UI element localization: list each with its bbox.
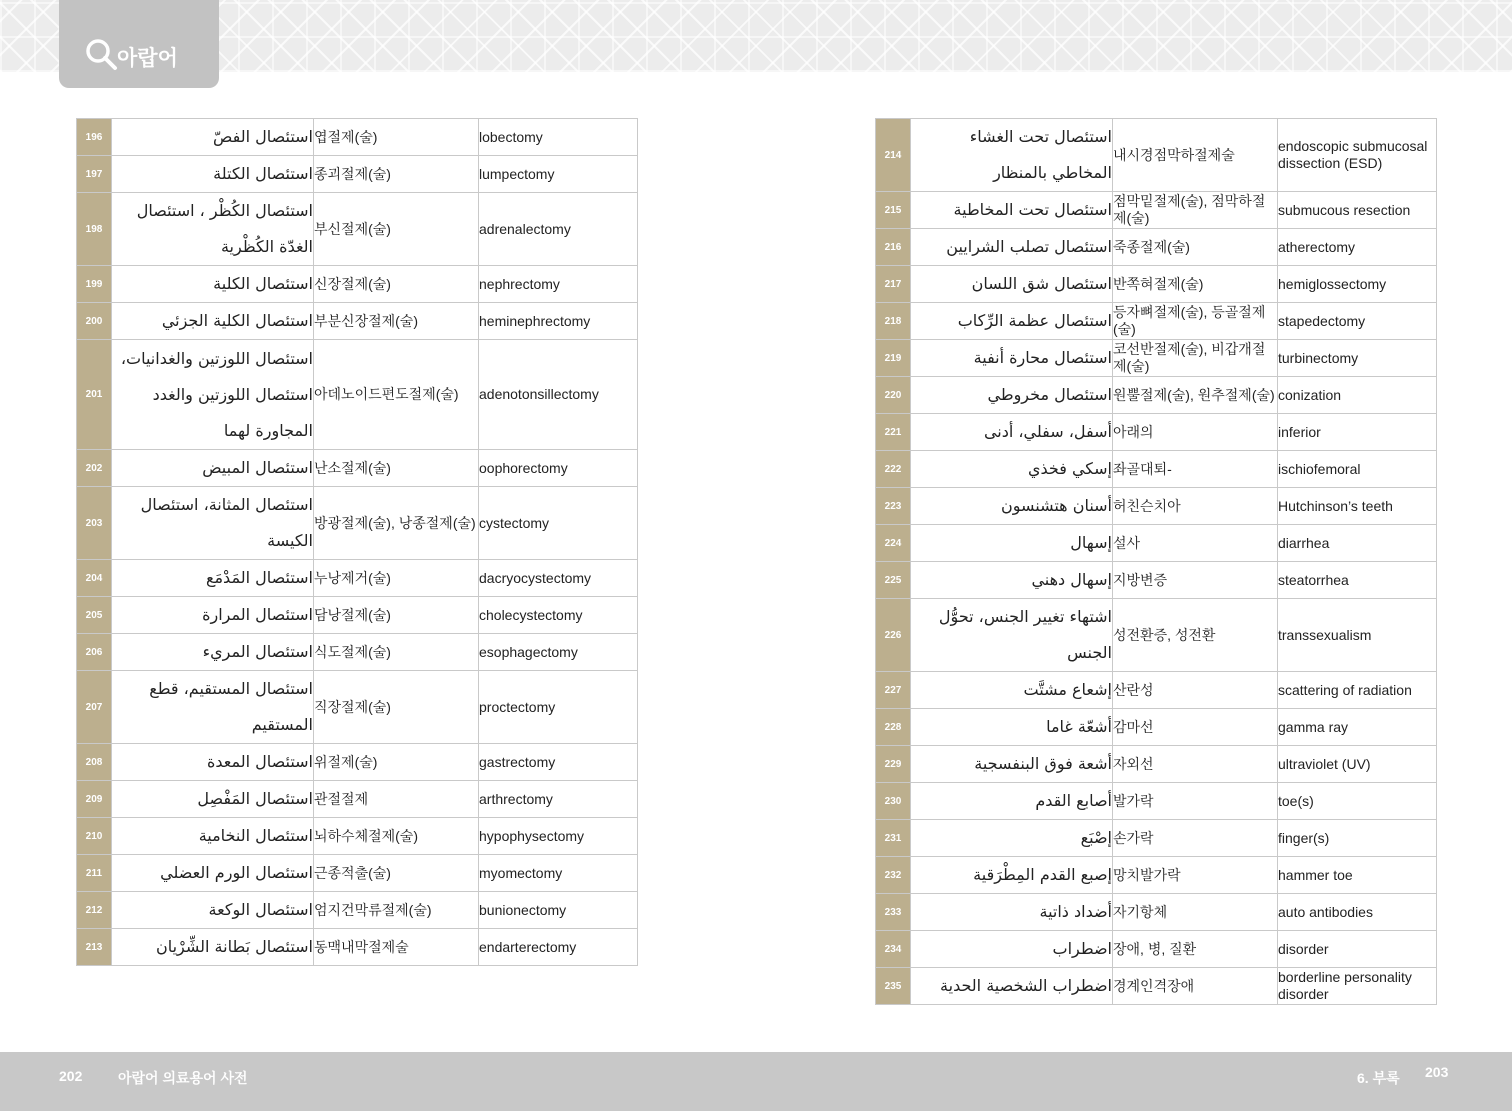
arabic-term: أضداد ذاتية (911, 894, 1113, 931)
entry-number: 204 (77, 560, 112, 597)
entry-number: 212 (77, 892, 112, 929)
left-page-number: 202 (59, 1068, 83, 1084)
english-term: nephrectomy (479, 266, 638, 303)
table-row (77, 193, 638, 266)
table-row (876, 746, 1437, 783)
table-row (77, 892, 638, 929)
entry-number: 210 (77, 818, 112, 855)
korean-term: 성전환증, 성전환 (1113, 599, 1278, 672)
entry-number: 227 (876, 672, 911, 709)
english-term: inferior (1278, 414, 1437, 451)
left-dictionary-table (76, 118, 638, 966)
arabic-term: استئصال اللوزتين والغدانيات، استئصال اللوزتين والغدد المجاورة لهما (112, 340, 314, 450)
english-term: gastrectomy (479, 744, 638, 781)
english-term: bunionectomy (479, 892, 638, 929)
arabic-term: إسكي فخذي (911, 451, 1113, 488)
english-term: auto antibodies (1278, 894, 1437, 931)
english-term: finger(s) (1278, 820, 1437, 857)
table-row (876, 229, 1437, 266)
english-term: transsexualism (1278, 599, 1437, 672)
arabic-term: استئصال محارة أنفية (911, 340, 1113, 377)
english-term: atherectomy (1278, 229, 1437, 266)
arabic-term: اشتهاء تغيير الجنس، تحوُّل الجنس (911, 599, 1113, 672)
arabic-term: أصابع القدم (911, 783, 1113, 820)
table-row (876, 119, 1437, 192)
table-row (77, 634, 638, 671)
table-row (876, 303, 1437, 340)
entry-number: 202 (77, 450, 112, 487)
english-term: oophorectomy (479, 450, 638, 487)
entry-number: 206 (77, 634, 112, 671)
entry-number: 201 (77, 340, 112, 450)
korean-term: 아래의 (1113, 414, 1278, 451)
korean-term: 근종적출(술) (314, 855, 479, 892)
table-row (876, 525, 1437, 562)
entry-number: 209 (77, 781, 112, 818)
korean-term: 등자뼈절제(술), 등골절제(술) (1113, 303, 1278, 340)
arabic-term: استئصال تحت الغشاء المخاطي بالمنظار (911, 119, 1113, 192)
table-row (77, 450, 638, 487)
korean-term: 방광절제(술), 낭종절제(술) (314, 487, 479, 560)
english-term: hammer toe (1278, 857, 1437, 894)
english-term: proctectomy (479, 671, 638, 744)
korean-term: 아데노이드편도절제(술) (314, 340, 479, 450)
korean-term: 점막밑절제(술), 점막하절제(술) (1113, 192, 1278, 229)
english-term: ischiofemoral (1278, 451, 1437, 488)
korean-term: 엽절제(술) (314, 119, 479, 156)
entry-number: 225 (876, 562, 911, 599)
korean-term: 부분신장절제(술) (314, 303, 479, 340)
korean-term: 종괴절제(술) (314, 156, 479, 193)
arabic-term: أسنان هتشنسون (911, 488, 1113, 525)
arabic-term: اضطراب الشخصية الحدية (911, 968, 1113, 1005)
entry-number: 229 (876, 746, 911, 783)
entry-number: 223 (876, 488, 911, 525)
arabic-term: استئصال بَطانة الشِّرْيان (112, 929, 314, 966)
arabic-term: إصبع القدم المِطْرَقية (911, 857, 1113, 894)
entry-number: 196 (77, 119, 112, 156)
arabic-term: استئصال المبيض (112, 450, 314, 487)
korean-term: 코선반절제(술), 비갑개절제(술) (1113, 340, 1278, 377)
entry-number: 234 (876, 931, 911, 968)
arabic-term: استئصال تحت المخاطية (911, 192, 1113, 229)
table-row (77, 487, 638, 560)
english-term: hypophysectomy (479, 818, 638, 855)
arabic-term: استئصال الكُظْر ، استئصال الغدّة الكُظْرية (112, 193, 314, 266)
table-row (876, 672, 1437, 709)
korean-term: 자기항체 (1113, 894, 1278, 931)
korean-term: 감마선 (1113, 709, 1278, 746)
korean-term: 동맥내막절제술 (314, 929, 479, 966)
entry-number: 228 (876, 709, 911, 746)
english-term: heminephrectomy (479, 303, 638, 340)
english-term: hemiglossectomy (1278, 266, 1437, 303)
arabic-term: استئصال المعدة (112, 744, 314, 781)
korean-term: 엄지건막류절제(술) (314, 892, 479, 929)
table-row (876, 931, 1437, 968)
table-row (77, 781, 638, 818)
entry-number: 197 (77, 156, 112, 193)
korean-term: 지방변증 (1113, 562, 1278, 599)
english-term: submucous resection (1278, 192, 1437, 229)
entry-number: 199 (77, 266, 112, 303)
korean-term: 원뿔절제(술), 원추절제(술) (1113, 377, 1278, 414)
arabic-term: استئصال الكلية الجزئي (112, 303, 314, 340)
table-row (77, 671, 638, 744)
table-row (876, 192, 1437, 229)
table-row (876, 783, 1437, 820)
entry-number: 207 (77, 671, 112, 744)
right-dictionary-table (875, 118, 1437, 1005)
english-term: turbinectomy (1278, 340, 1437, 377)
table-row (876, 894, 1437, 931)
table-row (77, 597, 638, 634)
table-row (876, 968, 1437, 1005)
english-term: ultraviolet (UV) (1278, 746, 1437, 783)
english-term: conization (1278, 377, 1437, 414)
arabic-term: استئصال النخامية (112, 818, 314, 855)
korean-term: 허친슨치아 (1113, 488, 1278, 525)
entry-number: 220 (876, 377, 911, 414)
english-term: endarterectomy (479, 929, 638, 966)
arabic-term: أشعّة غاما (911, 709, 1113, 746)
korean-term: 발가락 (1113, 783, 1278, 820)
arabic-term: استئصال المثانة، استئصال الكيسة (112, 487, 314, 560)
table-row (77, 156, 638, 193)
arabic-term: أسفل، سفلي، أدنى (911, 414, 1113, 451)
table-row (876, 820, 1437, 857)
table-row (876, 857, 1437, 894)
entry-number: 200 (77, 303, 112, 340)
entry-number: 233 (876, 894, 911, 931)
korean-term: 관절절제 (314, 781, 479, 818)
english-term: diarrhea (1278, 525, 1437, 562)
english-term: Hutchinson’s teeth (1278, 488, 1437, 525)
korean-term: 부신절제(술) (314, 193, 479, 266)
entry-number: 203 (77, 487, 112, 560)
arabic-term: إصْبَع (911, 820, 1113, 857)
arabic-term: استئصال مخروطي (911, 377, 1113, 414)
korean-term: 내시경점막하절제술 (1113, 119, 1278, 192)
arabic-term: استئصال الوكعة (112, 892, 314, 929)
korean-term: 신장절제(술) (314, 266, 479, 303)
table-row (77, 560, 638, 597)
english-term: borderline personality disorder (1278, 968, 1437, 1005)
entry-number: 198 (77, 193, 112, 266)
entry-number: 211 (77, 855, 112, 892)
right-section-title: 6. 부록 (1357, 1070, 1400, 1086)
english-term: cholecystectomy (479, 597, 638, 634)
korean-term: 산란성 (1113, 672, 1278, 709)
entry-number: 224 (876, 525, 911, 562)
arabic-term: استئصال الورم العضلي (112, 855, 314, 892)
arabic-term: استئصال الكتلة (112, 156, 314, 193)
english-term: cystectomy (479, 487, 638, 560)
english-term: disorder (1278, 931, 1437, 968)
entry-number: 208 (77, 744, 112, 781)
right-page-number: 203 (1425, 1064, 1449, 1080)
table-row (876, 709, 1437, 746)
table-row (77, 119, 638, 156)
language-label: 아랍어 (117, 47, 178, 70)
english-term: lumpectomy (479, 156, 638, 193)
table-row (77, 855, 638, 892)
entry-number: 214 (876, 119, 911, 192)
korean-term: 반쪽혀절제(술) (1113, 266, 1278, 303)
entry-number: 235 (876, 968, 911, 1005)
korean-term: 난소절제(술) (314, 450, 479, 487)
search-icon (85, 38, 119, 72)
arabic-term: استئصال المَدْمَع (112, 560, 314, 597)
english-term: lobectomy (479, 119, 638, 156)
english-term: esophagectomy (479, 634, 638, 671)
korean-term: 식도절제(술) (314, 634, 479, 671)
korean-term: 손가락 (1113, 820, 1278, 857)
entry-number: 221 (876, 414, 911, 451)
english-term: toe(s) (1278, 783, 1437, 820)
english-term: dacryocystectomy (479, 560, 638, 597)
arabic-term: استئصال تصلب الشرايين (911, 229, 1113, 266)
english-term: adenotonsillectomy (479, 340, 638, 450)
table-row (876, 266, 1437, 303)
table-row (77, 744, 638, 781)
entry-number: 230 (876, 783, 911, 820)
korean-term: 경계인격장애 (1113, 968, 1278, 1005)
header-pattern (0, 0, 1512, 72)
korean-term: 장애, 병, 질환 (1113, 931, 1278, 968)
english-term: steatorrhea (1278, 562, 1437, 599)
english-term: arthrectomy (479, 781, 638, 818)
table-row (876, 562, 1437, 599)
left-book-title: 아랍어 의료용어 사전 (118, 1070, 248, 1086)
table-row (876, 488, 1437, 525)
table-row (77, 303, 638, 340)
entry-number: 218 (876, 303, 911, 340)
arabic-term: إسهال (911, 525, 1113, 562)
korean-term: 설사 (1113, 525, 1278, 562)
table-row (77, 929, 638, 966)
arabic-term: استئصال المريء (112, 634, 314, 671)
arabic-term: اضطراب (911, 931, 1113, 968)
table-row (77, 340, 638, 450)
korean-term: 위절제(술) (314, 744, 479, 781)
table-row (876, 451, 1437, 488)
english-term: stapedectomy (1278, 303, 1437, 340)
korean-term: 망치발가락 (1113, 857, 1278, 894)
entry-number: 219 (876, 340, 911, 377)
entry-number: 226 (876, 599, 911, 672)
entry-number: 215 (876, 192, 911, 229)
entry-number: 213 (77, 929, 112, 966)
entry-number: 216 (876, 229, 911, 266)
english-term: scattering of radiation (1278, 672, 1437, 709)
entry-number: 217 (876, 266, 911, 303)
korean-term: 누낭제거(술) (314, 560, 479, 597)
korean-term: 직장절제(술) (314, 671, 479, 744)
english-term: adrenalectomy (479, 193, 638, 266)
arabic-term: استئصال المَفْصِل (112, 781, 314, 818)
entry-number: 232 (876, 857, 911, 894)
arabic-term: استئصال المرارة (112, 597, 314, 634)
korean-term: 담낭절제(술) (314, 597, 479, 634)
entry-number: 222 (876, 451, 911, 488)
table-row (876, 599, 1437, 672)
english-term: myomectomy (479, 855, 638, 892)
arabic-term: إشعاع مشتَّت (911, 672, 1113, 709)
table-row (876, 340, 1437, 377)
korean-term: 좌골대퇴- (1113, 451, 1278, 488)
korean-term: 자외선 (1113, 746, 1278, 783)
korean-term: 뇌하수체절제(술) (314, 818, 479, 855)
entry-number: 205 (77, 597, 112, 634)
table-row (876, 414, 1437, 451)
table-row (77, 818, 638, 855)
arabic-term: استئصال الكلية (112, 266, 314, 303)
table-row (77, 266, 638, 303)
arabic-term: أشعة فوق البنفسجية (911, 746, 1113, 783)
table-row (876, 377, 1437, 414)
language-tab (59, 0, 219, 88)
page-footer (0, 1052, 1512, 1111)
arabic-term: استئصال شق اللسان (911, 266, 1113, 303)
english-term: endoscopic submucosal dissection (ESD) (1278, 119, 1437, 192)
arabic-term: إسهال دهني (911, 562, 1113, 599)
entry-number: 231 (876, 820, 911, 857)
korean-term: 죽종절제(술) (1113, 229, 1278, 266)
arabic-term: استئصال المستقيم، قطع المستقيم (112, 671, 314, 744)
english-term: gamma ray (1278, 709, 1437, 746)
arabic-term: استئصال الفصّ (112, 119, 314, 156)
arabic-term: استئصال عظمة الرِّكاب (911, 303, 1113, 340)
